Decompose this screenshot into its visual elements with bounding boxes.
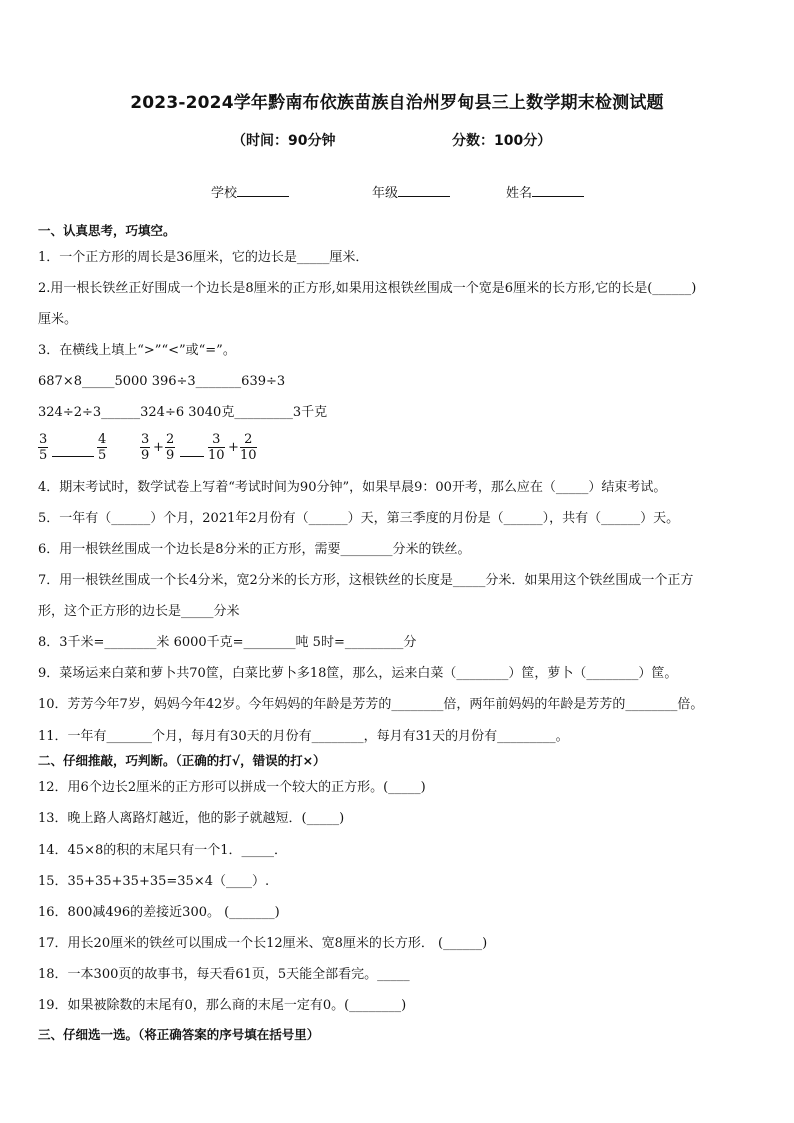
question-9: 9．菜场运来白菜和萝卜共70筐，白菜比萝卜多18筐，那么，运来白菜（________）筐，萝卜（________）筐。 [38, 666, 678, 681]
exam-score: 分数：100分） [452, 133, 552, 149]
question-7-line2: 形，这个正方形的边长是_____分米 [38, 604, 240, 619]
name-field [506, 182, 584, 201]
question-5: 5．一年有（______）个月，2021年2月份有（______）天，第三季度的月份是（______），共有（______）天。 [38, 511, 680, 526]
question-2-line2: 厘米。 [38, 312, 78, 327]
section2-heading: 二、仔细推敲，巧判断。（正确的打√，错误的打×） [38, 753, 326, 768]
fraction-blank-1[interactable] [52, 455, 94, 457]
plus-sign-1: + [153, 440, 164, 455]
fraction-f-num: 2 [240, 432, 257, 448]
fraction-e-num: 3 [208, 432, 225, 448]
exam-time: （时间：90分钟 [232, 133, 336, 149]
plus-sign-2: + [228, 440, 239, 455]
question-11: 11．一年有_______个月，每月有30天的月份有________，每月有31天的月份有_________。 [38, 729, 569, 744]
fraction-blank-2[interactable] [180, 455, 204, 457]
fraction-b-num: 4 [98, 432, 107, 447]
question-3-row2: 324÷2÷3______324÷6 3040克_________3千克 [38, 405, 328, 420]
grade-field [372, 182, 450, 201]
grade-label: 年级 [372, 186, 399, 201]
question-2-line1: 2.用一根长铁丝正好围成一个边长是8厘米的正方形,如果用这根铁丝围成一个宽是6厘米的长方形,它的长是(______) [38, 281, 697, 296]
question-12: 12．用6个边长2厘米的正方形可以拼成一个较大的正方形。(_____) [38, 780, 426, 795]
fraction-f [240, 432, 257, 463]
section3-heading: 三、仔细选一选。（将正确答案的序号填在括号里） [38, 1027, 320, 1042]
question-7-line1: 7．用一根铁丝围成一个长4分米，宽2分米的长方形，这根铁丝的长度是_____分米．如果用这个铁丝围成一个正方 [38, 573, 694, 588]
question-10: 10．芳芳今年7岁，妈妈今年42岁。今年妈妈的年龄是芳芳的________倍，两年前妈妈的年龄是芳芳的________倍。 [38, 697, 704, 712]
school-label: 学校 [211, 186, 238, 201]
question-4: 4．期末考试时，数学试卷上写着“考试时间为90分钟”，如果早晨9：00开考，那么应在（_____）结束考试。 [38, 480, 667, 495]
name-label: 姓名 [506, 186, 533, 201]
question-18: 18．一本300页的故事书，每天看61页，5天能全部看完。_____ [38, 967, 410, 982]
fraction-c-den: 9 [141, 448, 150, 463]
fraction-c-num: 3 [141, 432, 150, 447]
fraction-d-num: 2 [166, 432, 175, 447]
fraction-d [165, 432, 175, 463]
fraction-a-num: 3 [39, 432, 48, 447]
question-8: 8．3千米=________米 6000千克=________吨 5时=_________分 [38, 635, 417, 650]
question-6: 6．用一根铁丝围成一个边长是8分米的正方形，需要________分米的铁丝。 [38, 542, 471, 557]
question-3: 3．在横线上填上“>”“<”或“=”。 [38, 343, 236, 358]
fraction-b-den: 5 [98, 448, 107, 463]
question-3-row1: 687×8_____5000 396÷3_______639÷3 [38, 374, 286, 389]
fraction-a-den: 5 [39, 448, 48, 463]
fraction-f-den: 10 [240, 448, 257, 463]
question-17: 17．用长20厘米的铁丝可以围成一个长12厘米、宽8厘米的长方形． (______) [38, 936, 488, 951]
question-1: 1．一个正方形的周长是36厘米，它的边长是_____厘米． [38, 250, 369, 265]
fraction-e [208, 432, 225, 463]
section1-heading: 一、认真思考，巧填空。 [38, 223, 176, 238]
school-blank[interactable] [237, 184, 289, 197]
question-14: 14．45×8的积的末尾只有一个1．_____． [38, 843, 288, 858]
question-13: 13．晚上路人离路灯越近，他的影子就越短．(_____) [38, 811, 345, 826]
exam-title: 2023-2024学年黔南布依族苗族自治州罗甸县三上数学期末检测试题 [130, 93, 664, 113]
fraction-b [97, 432, 107, 463]
question-15: 15．35+35+35+35=35×4（____）. [38, 874, 270, 889]
fraction-d-den: 9 [166, 448, 175, 463]
name-blank[interactable] [532, 184, 584, 197]
fraction-c [140, 432, 150, 463]
grade-blank[interactable] [398, 184, 450, 197]
school-field [211, 182, 289, 201]
question-16: 16．800减496的差接近300。 (_______) [38, 905, 280, 920]
fraction-a [38, 432, 48, 463]
fraction-e-den: 10 [208, 448, 225, 463]
question-19: 19．如果被除数的末尾有0，那么商的末尾一定有0。(________) [38, 998, 407, 1013]
